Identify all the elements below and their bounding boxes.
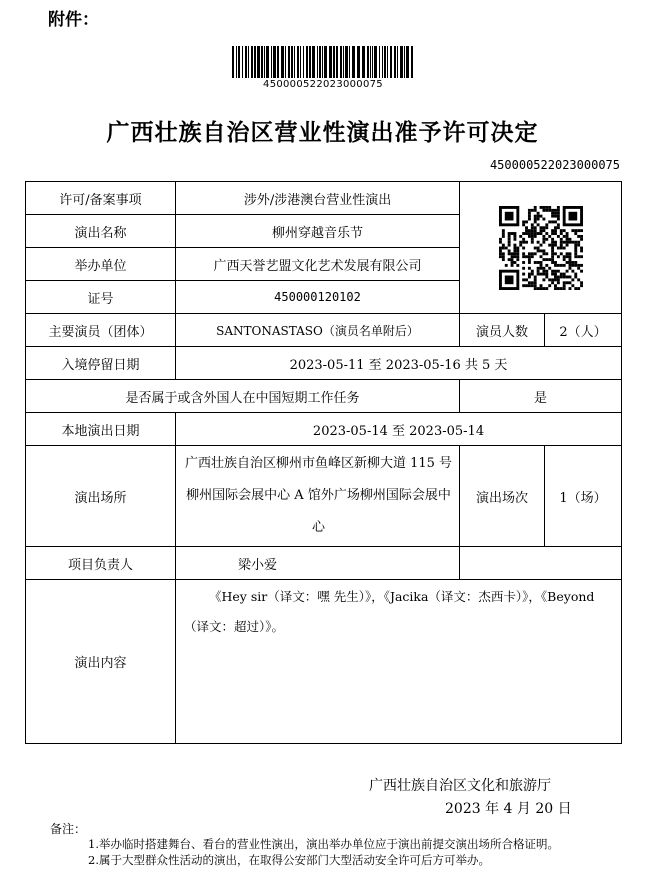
local-dates-value: 2023-05-14 至 2023-05-14	[176, 413, 622, 446]
table-row	[26, 547, 622, 580]
issuer-name: 广西壮族自治区文化和旅游厅	[369, 778, 551, 794]
attachment-label: 附件：	[48, 10, 99, 30]
permit-table	[25, 181, 622, 744]
table-row	[26, 446, 622, 547]
license-value: 450000120102	[176, 281, 460, 314]
license-label: 证号	[26, 281, 176, 314]
manager-label: 项目负责人	[26, 547, 176, 580]
qr-code-image	[499, 206, 583, 290]
qr-cell	[460, 182, 622, 314]
stay-dates-value: 2023-05-11 至 2023-05-16 共 5 天	[176, 347, 622, 380]
note-item: 2.属于大型群众性活动的演出，在取得公安部门大型活动安全许可后方可举办。	[88, 853, 490, 867]
table-row	[26, 182, 622, 215]
performers-label: 主要演员（团体）	[26, 314, 176, 347]
manager-value: 梁小爱	[176, 547, 460, 580]
sessions-value: 1（场）	[545, 446, 622, 547]
content-label: 演出内容	[26, 580, 176, 744]
organizer-value: 广西天誉艺盟文化艺术发展有限公司	[176, 248, 460, 281]
barcode-image	[232, 46, 414, 78]
show-name-value: 柳州穿越音乐节	[176, 215, 460, 248]
local-dates-label: 本地演出日期	[26, 413, 176, 446]
show-name-label: 演出名称	[26, 215, 176, 248]
document-title: 广西壮族自治区营业性演出准予许可决定	[106, 119, 539, 146]
table-row	[26, 380, 622, 413]
empty-cell	[460, 547, 622, 580]
table-row	[26, 413, 622, 446]
stay-dates-label: 入境停留日期	[26, 347, 176, 380]
table-row	[26, 580, 622, 744]
note-item: 1.举办临时搭建舞台、看台的营业性演出，演出举办单位应于演出前提交演出场所合格证明。	[88, 837, 559, 851]
venue-value: 广西壮族自治区柳州市鱼峰区新柳大道 115 号柳州国际会展中心 A 馆外广场柳州国际会展中心	[176, 446, 460, 547]
short-term-answer: 是	[460, 380, 622, 413]
sessions-label: 演出场次	[460, 446, 545, 547]
document-number: 450000522023000075	[489, 158, 620, 172]
table-row	[26, 347, 622, 380]
notes-label: 备注：	[50, 822, 87, 836]
content-value: 《Hey sir（译文：嘿 先生）》，《Jacika（译文：杰西卡）》，《Beyond（译文：超过）》。	[176, 580, 622, 744]
performers-value: SANTONASTASO（演员名单附后）	[176, 314, 460, 347]
organizer-label: 举办单位	[26, 248, 176, 281]
performer-count-label: 演员人数	[460, 314, 545, 347]
short-term-question: 是否属于或含外国人在中国短期工作任务	[26, 380, 460, 413]
permit-type-label: 许可/备案事项	[26, 182, 176, 215]
barcode-number: 450000522023000075	[263, 79, 383, 90]
issue-date: 2023 年 4 月 20 日	[445, 801, 572, 817]
venue-label: 演出场所	[26, 446, 176, 547]
performer-count-value: 2（人）	[545, 314, 622, 347]
permit-type-value: 涉外/涉港澳台营业性演出	[176, 182, 460, 215]
table-row	[26, 314, 622, 347]
